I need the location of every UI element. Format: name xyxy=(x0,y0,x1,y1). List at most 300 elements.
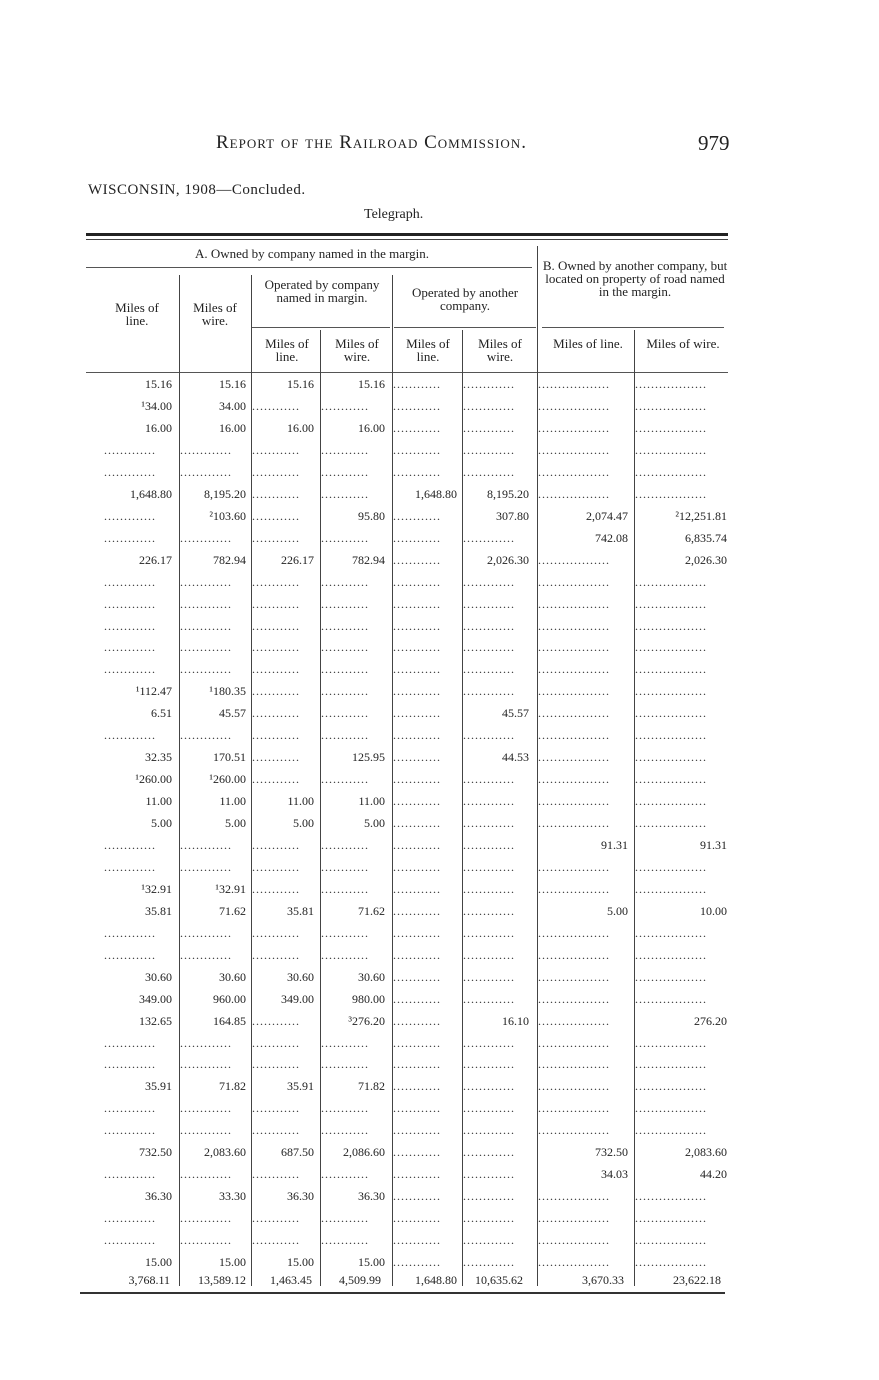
leader-dots: ............. xyxy=(180,838,232,852)
leader-dots: .................. xyxy=(538,398,610,413)
leader-dots: .................. xyxy=(538,816,610,830)
leader-dots: .................. xyxy=(635,794,707,808)
leader-dots: ............ xyxy=(321,1035,369,1050)
leader-dots: ............. xyxy=(104,859,156,874)
leader-dots: ............. xyxy=(463,794,515,808)
table-cell: ¹34.00 xyxy=(141,398,172,413)
leader-dots: ............. xyxy=(180,947,232,962)
table-row xyxy=(0,684,879,698)
leader-dots: ............. xyxy=(463,969,515,984)
leader-dots: ............ xyxy=(252,464,300,479)
leader-dots: ............. xyxy=(463,772,515,787)
leader-dots: ............. xyxy=(463,464,515,479)
leader-dots: ............. xyxy=(104,728,156,743)
table-row xyxy=(0,948,879,962)
leader-dots: ............ xyxy=(252,947,300,962)
table-row xyxy=(0,640,879,654)
leader-dots: ............ xyxy=(252,925,300,940)
table-row xyxy=(0,377,879,391)
table-cell: 30.60 xyxy=(287,969,314,984)
leader-dots: ............. xyxy=(180,618,232,633)
leader-dots: ............ xyxy=(393,1255,441,1269)
leader-dots: ............. xyxy=(463,1057,515,1072)
leader-dots: ............ xyxy=(393,596,441,611)
table-row xyxy=(0,706,879,720)
table-cell: 10.00 xyxy=(700,903,727,918)
leader-dots: ............ xyxy=(393,530,441,545)
leader-dots: ............ xyxy=(252,1233,300,1247)
leader-dots: ............ xyxy=(321,1233,369,1247)
table-cell: 226.17 xyxy=(281,552,314,567)
table-cell: 15.16 xyxy=(287,377,314,391)
total-cell: 13,589.12 xyxy=(198,1273,246,1287)
leader-dots: ............ xyxy=(252,859,300,874)
table-cell: ¹112.47 xyxy=(135,684,172,699)
table-row xyxy=(0,1145,879,1159)
table-cell: 15.16 xyxy=(358,377,385,391)
leader-dots: ............. xyxy=(180,859,232,874)
leader-dots: ............ xyxy=(393,508,441,523)
table-row xyxy=(0,399,879,413)
leader-dots: .................. xyxy=(635,420,707,435)
leader-dots: .................. xyxy=(538,1013,610,1028)
table-cell: ¹260.00 xyxy=(209,772,246,787)
leader-dots: ............. xyxy=(463,1101,515,1116)
total-cell: 3,768.11 xyxy=(128,1273,170,1287)
table-row xyxy=(0,1101,879,1115)
leader-dots: .................. xyxy=(538,640,610,655)
leader-dots: ............. xyxy=(104,618,156,633)
table-top-rule xyxy=(86,233,728,236)
leader-dots: ............ xyxy=(321,640,369,655)
leader-dots: ............. xyxy=(463,1079,515,1094)
table-cell: 2,026.30 xyxy=(685,552,727,567)
table-cell: 15.16 xyxy=(219,377,246,391)
table-cell: ²12,251.81 xyxy=(675,508,727,523)
leader-dots: ............ xyxy=(321,925,369,940)
running-header: Report of the Railroad Commission. xyxy=(216,132,527,153)
table-cell: ¹32.91 xyxy=(141,881,172,896)
table-cell: 8,195.20 xyxy=(487,486,529,501)
leader-dots: .................. xyxy=(635,1123,707,1138)
sub-header-another-line: Miles of line. xyxy=(406,336,450,364)
leader-dots: .................. xyxy=(538,552,610,567)
leader-dots: .................. xyxy=(538,442,610,457)
table-row xyxy=(0,553,879,567)
leader-dots: ............ xyxy=(393,442,441,457)
table-row xyxy=(0,443,879,457)
leader-dots: ............ xyxy=(252,508,300,523)
leader-dots: ............. xyxy=(463,1189,515,1204)
leader-dots: ............. xyxy=(104,442,156,457)
leader-dots: ............ xyxy=(321,881,369,896)
leader-dots: ............. xyxy=(463,1255,515,1269)
table-row xyxy=(0,816,879,830)
table-cell: 71.82 xyxy=(219,1079,246,1094)
header-rule-a xyxy=(86,267,532,268)
leader-dots: ............. xyxy=(104,508,156,523)
table-cell: 33.30 xyxy=(219,1189,246,1204)
leader-dots: ............. xyxy=(104,947,156,962)
leader-dots: ............ xyxy=(393,991,441,1006)
table-row xyxy=(0,1036,879,1050)
leader-dots: .................. xyxy=(538,420,610,435)
leader-dots: ............. xyxy=(104,530,156,545)
leader-dots: ............ xyxy=(252,1123,300,1138)
leader-dots: ............ xyxy=(393,377,441,391)
table-cell: 34.00 xyxy=(219,398,246,413)
table-cell: 36.30 xyxy=(287,1189,314,1204)
leader-dots: ............ xyxy=(252,1057,300,1072)
leader-dots: ............ xyxy=(393,398,441,413)
table-cell: 71.82 xyxy=(358,1079,385,1094)
leader-dots: .................. xyxy=(635,442,707,457)
table-row xyxy=(0,860,879,874)
leader-dots: .................. xyxy=(538,596,610,611)
table-cell: 2,026.30 xyxy=(487,552,529,567)
leader-dots: ............ xyxy=(321,1101,369,1116)
leader-dots: ............ xyxy=(321,706,369,721)
leader-dots: ............ xyxy=(393,1167,441,1182)
table-cell: 71.62 xyxy=(358,903,385,918)
table-cell: 349.00 xyxy=(281,991,314,1006)
leader-dots: ............ xyxy=(393,420,441,435)
page-number: 979 xyxy=(698,131,730,155)
leader-dots: ............. xyxy=(463,838,515,852)
leader-dots: ............ xyxy=(252,398,300,413)
leader-dots: ............ xyxy=(321,442,369,457)
leader-dots: ............ xyxy=(321,486,369,501)
leader-dots: ............ xyxy=(321,859,369,874)
leader-dots: ............ xyxy=(393,1035,441,1050)
leader-dots: .................. xyxy=(538,684,610,699)
table-cell: ¹260.00 xyxy=(135,772,172,787)
table-cell: 1,648.80 xyxy=(415,486,457,501)
table-cell: 16.00 xyxy=(358,420,385,435)
sub-header-company-wire: Miles of wire. xyxy=(335,336,379,364)
table-row xyxy=(0,794,879,808)
leader-dots: .................. xyxy=(538,794,610,808)
table-row xyxy=(0,1255,879,1269)
table-row xyxy=(0,728,879,742)
leader-dots: ............ xyxy=(252,750,300,765)
table-row xyxy=(0,904,879,918)
leader-dots: ............. xyxy=(463,903,515,918)
total-cell: 10,635.62 xyxy=(475,1273,523,1287)
table-cell: 5.00 xyxy=(151,816,172,830)
leader-dots: ............ xyxy=(252,530,300,545)
leader-dots: .................. xyxy=(635,377,707,391)
leader-dots: .................. xyxy=(538,574,610,589)
table-cell: 782.94 xyxy=(352,552,385,567)
table-cell: ³276.20 xyxy=(348,1013,385,1028)
table-cell: 170.51 xyxy=(213,750,246,765)
leader-dots: .................. xyxy=(538,772,610,787)
leader-dots: ............. xyxy=(180,640,232,655)
leader-dots: ............ xyxy=(393,903,441,918)
table-cell: 32.35 xyxy=(145,750,172,765)
table-row xyxy=(0,1079,879,1093)
leader-dots: ............ xyxy=(393,1123,441,1138)
table-cell: 35.91 xyxy=(287,1079,314,1094)
table-cell: 45.57 xyxy=(502,706,529,721)
leader-dots: .................. xyxy=(538,1255,610,1269)
leader-dots: .................. xyxy=(635,618,707,633)
group-a-header: A. Owned by company named in the margin. xyxy=(194,246,430,261)
table-row xyxy=(0,926,879,940)
leader-dots: ............. xyxy=(463,881,515,896)
col-header-miles-of-wire: Miles of wire. xyxy=(193,300,237,328)
table-cell: 15.00 xyxy=(287,1255,314,1269)
leader-dots: ............. xyxy=(463,530,515,545)
leader-dots: ............ xyxy=(393,794,441,808)
leader-dots: .................. xyxy=(635,662,707,677)
leader-dots: ............. xyxy=(180,1057,232,1072)
leader-dots: .................. xyxy=(538,728,610,743)
table-cell: 276.20 xyxy=(694,1013,727,1028)
table-cell: 11.00 xyxy=(219,794,246,808)
table-cell: 44.53 xyxy=(502,750,529,765)
leader-dots: ............ xyxy=(321,662,369,677)
table-cell: 34.03 xyxy=(601,1167,628,1182)
leader-dots: ............ xyxy=(393,1013,441,1028)
leader-dots: ............. xyxy=(463,574,515,589)
leader-dots: ............. xyxy=(104,464,156,479)
leader-dots: ............ xyxy=(393,1101,441,1116)
table-cell: 11.00 xyxy=(145,794,172,808)
table-row xyxy=(0,1014,879,1028)
leader-dots: ............. xyxy=(104,662,156,677)
leader-dots: ............. xyxy=(180,1035,232,1050)
table-cell: 732.50 xyxy=(595,1145,628,1160)
leader-dots: ............. xyxy=(463,442,515,457)
table-row xyxy=(0,838,879,852)
header-bottom-rule xyxy=(86,372,728,373)
table-cell: 35.81 xyxy=(145,903,172,918)
leader-dots: ............. xyxy=(463,596,515,611)
table-cell: 15.00 xyxy=(219,1255,246,1269)
leader-dots: .................. xyxy=(635,925,707,940)
table-cell: 5.00 xyxy=(225,816,246,830)
leader-dots: ............ xyxy=(321,947,369,962)
leader-dots: ............. xyxy=(180,1101,232,1116)
leader-dots: .................. xyxy=(635,969,707,984)
table-row xyxy=(0,750,879,764)
table-cell: 30.60 xyxy=(219,969,246,984)
sub-header-b-wire: Miles of wire. xyxy=(646,336,720,351)
leader-dots: ............. xyxy=(463,1035,515,1050)
leader-dots: ............. xyxy=(104,1211,156,1226)
leader-dots: ............ xyxy=(252,1035,300,1050)
leader-dots: .................. xyxy=(635,486,707,501)
leader-dots: ............. xyxy=(180,925,232,940)
leader-dots: ............ xyxy=(393,618,441,633)
table-cell: 15.00 xyxy=(145,1255,172,1269)
table-cell: 2,083.60 xyxy=(685,1145,727,1160)
leader-dots: ............. xyxy=(463,640,515,655)
total-cell: 4,509.99 xyxy=(339,1273,381,1287)
table-cell: 742.08 xyxy=(595,530,628,545)
leader-dots: .................. xyxy=(635,464,707,479)
table-row xyxy=(0,531,879,545)
leader-dots: ............ xyxy=(393,750,441,765)
total-cell: 23,622.18 xyxy=(673,1273,721,1287)
leader-dots: ............ xyxy=(393,1057,441,1072)
leader-dots: ............ xyxy=(252,1211,300,1226)
leader-dots: ............. xyxy=(463,618,515,633)
leader-dots: .................. xyxy=(635,991,707,1006)
table-row xyxy=(0,1057,879,1071)
col-header-operated-by-company: Operated by company named in margin. xyxy=(264,277,380,305)
leader-dots: ............. xyxy=(180,596,232,611)
leader-dots: ............ xyxy=(252,772,300,787)
leader-dots: ............ xyxy=(321,1211,369,1226)
leader-dots: ............. xyxy=(463,1123,515,1138)
table-row xyxy=(0,772,879,786)
leader-dots: ............. xyxy=(463,684,515,699)
leader-dots: ............. xyxy=(463,662,515,677)
leader-dots: ............ xyxy=(252,596,300,611)
table-cell: 15.00 xyxy=(358,1255,385,1269)
section-subtitle: Telegraph. xyxy=(364,207,424,222)
leader-dots: .................. xyxy=(635,684,707,699)
leader-dots: ............. xyxy=(463,1211,515,1226)
leader-dots: ............ xyxy=(252,486,300,501)
leader-dots: ............ xyxy=(321,1167,369,1182)
leader-dots: .................. xyxy=(538,486,610,501)
leader-dots: ............. xyxy=(180,530,232,545)
table-row xyxy=(0,882,879,896)
table-cell: 226.17 xyxy=(139,552,172,567)
table-cell: 30.60 xyxy=(145,969,172,984)
leader-dots: ............ xyxy=(393,1233,441,1247)
table-row xyxy=(0,487,879,501)
leader-dots: ............ xyxy=(252,684,300,699)
table-cell: 307.80 xyxy=(496,508,529,523)
leader-dots: .................. xyxy=(635,1035,707,1050)
table-top-rule-thin xyxy=(86,239,728,240)
table-row xyxy=(0,619,879,633)
col-header-miles-of-line: Miles of line. xyxy=(115,300,159,328)
table-cell: 164.85 xyxy=(213,1013,246,1028)
leader-dots: .................. xyxy=(635,1233,707,1247)
leader-dots: .................. xyxy=(538,1189,610,1204)
table-cell: 30.60 xyxy=(358,969,385,984)
leader-dots: .................. xyxy=(538,1057,610,1072)
leader-dots: ............ xyxy=(321,684,369,699)
leader-dots: ............ xyxy=(252,706,300,721)
table-cell: 732.50 xyxy=(139,1145,172,1160)
table-cell: 125.95 xyxy=(352,750,385,765)
leader-dots: ............. xyxy=(104,1167,156,1182)
leader-dots: .................. xyxy=(635,596,707,611)
table-bottom-rule xyxy=(80,1292,725,1294)
leader-dots: ............ xyxy=(252,1167,300,1182)
leader-dots: ............. xyxy=(180,464,232,479)
table-row xyxy=(0,597,879,611)
leader-dots: ............. xyxy=(463,1167,515,1182)
total-cell: 1,648.80 xyxy=(415,1273,457,1287)
table-row xyxy=(0,1211,879,1225)
table-row xyxy=(0,992,879,1006)
leader-dots: ............. xyxy=(463,991,515,1006)
leader-dots: ............ xyxy=(252,574,300,589)
table-cell: 91.31 xyxy=(700,838,727,852)
leader-dots: .................. xyxy=(538,706,610,721)
leader-dots: ............. xyxy=(104,1233,156,1247)
table-cell: 132.65 xyxy=(139,1013,172,1028)
leader-dots: .................. xyxy=(538,1123,610,1138)
table-cell: 6.51 xyxy=(151,706,172,721)
header-rule-another xyxy=(394,327,536,328)
table-row xyxy=(0,575,879,589)
table-cell: 1,648.80 xyxy=(130,486,172,501)
table-row xyxy=(0,465,879,479)
leader-dots: .................. xyxy=(635,640,707,655)
leader-dots: ............ xyxy=(321,596,369,611)
leader-dots: ............. xyxy=(463,728,515,743)
leader-dots: .................. xyxy=(635,1255,707,1269)
table-cell: 71.62 xyxy=(219,903,246,918)
leader-dots: .................. xyxy=(635,881,707,896)
leader-dots: ............. xyxy=(180,574,232,589)
leader-dots: ............. xyxy=(180,1167,232,1182)
leader-dots: .................. xyxy=(635,1079,707,1094)
table-cell: 349.00 xyxy=(139,991,172,1006)
leader-dots: ............ xyxy=(321,398,369,413)
table-cell: 11.00 xyxy=(358,794,385,808)
table-cell: ¹32.91 xyxy=(215,881,246,896)
table-cell: 16.00 xyxy=(145,420,172,435)
leader-dots: ............ xyxy=(321,618,369,633)
leader-dots: .................. xyxy=(635,750,707,765)
table-cell: 687.50 xyxy=(281,1145,314,1160)
state-heading: WISCONSIN, 1908—Concluded. xyxy=(88,182,306,198)
table-row xyxy=(0,1167,879,1181)
table-cell: 95.80 xyxy=(358,508,385,523)
table-cell: ²103.60 xyxy=(209,508,246,523)
table-cell: 5.00 xyxy=(607,903,628,918)
leader-dots: ............. xyxy=(463,377,515,391)
leader-dots: .................. xyxy=(538,662,610,677)
leader-dots: ............ xyxy=(252,728,300,743)
leader-dots: ............. xyxy=(180,728,232,743)
leader-dots: ............ xyxy=(321,1057,369,1072)
leader-dots: ............. xyxy=(104,596,156,611)
leader-dots: ............. xyxy=(463,859,515,874)
leader-dots: .................. xyxy=(635,1211,707,1226)
leader-dots: ............. xyxy=(463,925,515,940)
leader-dots: .................. xyxy=(538,947,610,962)
leader-dots: .................. xyxy=(635,947,707,962)
leader-dots: ............ xyxy=(321,1123,369,1138)
leader-dots: .................. xyxy=(538,1035,610,1050)
leader-dots: ............ xyxy=(252,838,300,852)
leader-dots: ............. xyxy=(463,420,515,435)
leader-dots: ............. xyxy=(180,1233,232,1247)
group-b-header: B. Owned by another company, but located on property of road named in the margin. xyxy=(542,258,728,299)
leader-dots: .................. xyxy=(635,398,707,413)
table-row xyxy=(0,662,879,676)
sub-header-b-line: Miles of line. xyxy=(553,336,623,351)
leader-dots: .................. xyxy=(538,1233,610,1247)
leader-dots: ............ xyxy=(321,728,369,743)
table-cell: ¹180.35 xyxy=(209,684,246,699)
leader-dots: ............ xyxy=(252,618,300,633)
leader-dots: ............ xyxy=(321,464,369,479)
total-cell: 3,670.33 xyxy=(582,1273,624,1287)
leader-dots: ............ xyxy=(393,464,441,479)
